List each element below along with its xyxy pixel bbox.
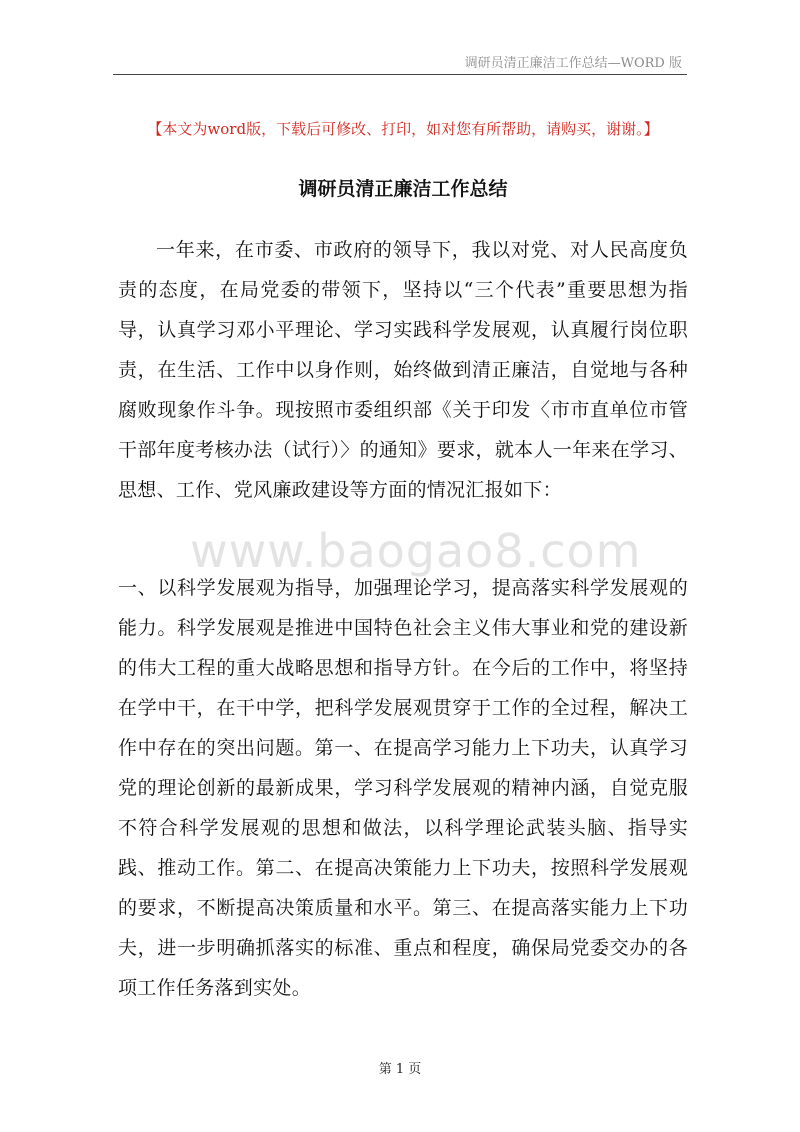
- header-divider: [113, 74, 687, 75]
- intro-paragraph: 一年来，在市委、市政府的领导下，我以对党、对人民高度负责的态度，在局党委的带领下，坚持以“三个代表”重要思想为指导，认真学习邓小平理论、学习实践科学发展观，认真履行岗位职责，在生活、工作中以身作则，始终做到清正廉洁，自觉地与各种腐败现象作斗争。现按照市委组织部《关于印发〈市市直单位市管干部年度考核办法（试行）〉的通知》要求，就本人一年来在学习、思想、工作、党风廉政建设等方面的情况汇报如下：: [118, 239, 688, 501]
- document-title: 调研员清正廉洁工作总结: [298, 178, 508, 200]
- running-header: 调研员清正廉洁工作总结—WORD 版: [464, 56, 682, 71]
- watermark: www.baogao8.com: [190, 524, 642, 578]
- page-number: 第 1 页: [378, 1062, 422, 1077]
- download-notice: 【本文为word版，下载后可修改、打印，如对您有所帮助，请购买，谢谢。】: [147, 120, 659, 138]
- section-one-paragraph: 一、以科学发展观为指导，加强理论学习，提高落实科学发展观的能力。科学发展观是推进中国特色社会主义伟大事业和党的建设新的伟大工程的重大战略思想和指导方针。在今后的工作中，将坚持在学中干，在干中学，把科学发展观贯穿于工作的全过程，解决工作中存在的突出问题。第一、在提高学习能力上下功夫，认真学习党的理论创新的最新成果，学习科学发展观的精神内涵，自觉克服不符合科学发展观的思想和做法，以科学理论武装头脑、指导实践、推动工作。第二、在提高决策能力上下功夫，按照科学发展观的要求，不断提高决策质量和水平。第三、在提高落实能力上下功夫，进一步明确抓落实的标准、重点和程度，确保局党委交办的各项工作任务落到实处。: [118, 577, 688, 999]
